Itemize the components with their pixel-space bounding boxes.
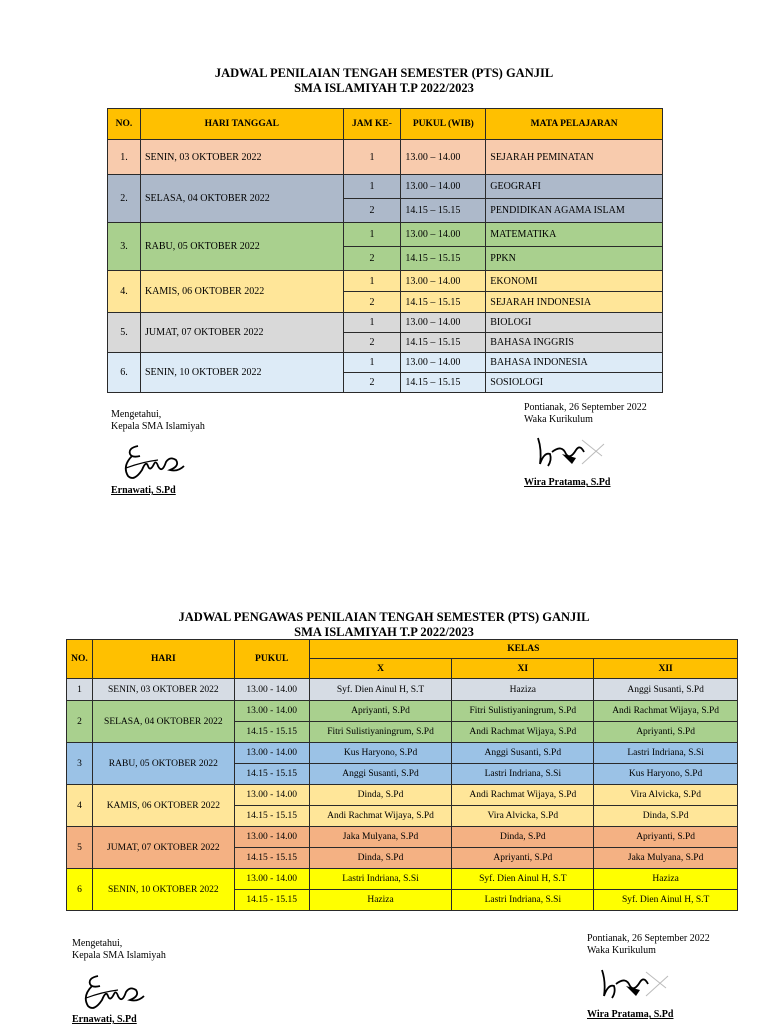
day-date: JUMAT, 07 OKTOBER 2022	[92, 827, 234, 869]
schedule-row	[108, 313, 663, 333]
schedule-header-row	[108, 109, 663, 140]
session-time: 13.00 – 14.00	[401, 223, 486, 247]
principal-name: Ernawati, S.Pd	[72, 1014, 137, 1025]
proctor-class-x: Dinda, S.Pd	[309, 848, 452, 869]
session-time: 14.15 – 15.15	[401, 333, 486, 353]
proctor-row	[67, 785, 738, 806]
day-number: 1.	[108, 140, 141, 175]
session-number: 1	[343, 175, 401, 199]
proctor-header-row	[67, 640, 738, 659]
session-time: 13.00 - 14.00	[234, 827, 309, 848]
proctor-class-xi: Lastri Indriana, S.Si	[452, 890, 594, 911]
session-number: 2	[343, 292, 401, 313]
schedule-title-line2: SMA ISLAMIYAH T.P 2022/2023	[294, 81, 474, 95]
schedule-row	[108, 140, 663, 175]
proctor-class-x: Anggi Susanti, S.Pd	[309, 764, 452, 785]
curriculum-signature-image	[532, 430, 608, 478]
day-date: KAMIS, 06 OKTOBER 2022	[92, 785, 234, 827]
subject-name: SOSIOLOGI	[486, 373, 663, 393]
proctor-class-xii: Apriyanti, S.Pd	[594, 722, 738, 743]
proctor-class-xii: Kus Haryono, S.Pd	[594, 764, 738, 785]
subject-name: EKONOMI	[486, 271, 663, 292]
header-no: NO.	[108, 109, 141, 140]
proctor-row	[67, 869, 738, 890]
session-number: 2	[343, 247, 401, 271]
session-time: 14.15 - 15.15	[234, 890, 309, 911]
sign-position: Kepala SMA Islamiyah	[111, 421, 205, 432]
header-class-xi: XI	[452, 659, 594, 679]
header-date: HARI TANGGAL	[140, 109, 343, 140]
sign-place-date: Pontianak, 26 September 2022	[587, 933, 710, 944]
proctor-class-xi: Anggi Susanti, S.Pd	[452, 743, 594, 764]
exam-schedule-table	[107, 108, 663, 393]
day-number: 5.	[108, 313, 141, 353]
session-time: 14.15 - 15.15	[234, 764, 309, 785]
header-time: PUKUL (WIB)	[401, 109, 486, 140]
day-date: SENIN, 03 OKTOBER 2022	[140, 140, 343, 175]
session-time: 13.00 – 14.00	[401, 140, 486, 175]
day-date: SELASA, 04 OKTOBER 2022	[92, 701, 234, 743]
proctor-class-xii: Haziza	[594, 869, 738, 890]
day-date: JUMAT, 07 OKTOBER 2022	[140, 313, 343, 353]
proctor-class-x: Lastri Indriana, S.Si	[309, 869, 452, 890]
schedule-row	[108, 175, 663, 199]
sign-acknowledged: Mengetahui,	[111, 409, 162, 420]
session-number: 1	[343, 313, 401, 333]
schedule-title-line1: JADWAL PENILAIAN TENGAH SEMESTER (PTS) GANJIL	[214, 66, 554, 80]
subject-name: BAHASA INGGRIS	[486, 333, 663, 353]
proctor-class-xii: Anggi Susanti, S.Pd	[594, 679, 738, 701]
proctor-class-x: Kus Haryono, S.Pd	[309, 743, 452, 764]
session-number: 1	[343, 271, 401, 292]
proctor-row	[67, 827, 738, 848]
principal-signature-image	[78, 970, 148, 1016]
curriculum-name: Wira Pratama, S.Pd	[524, 477, 611, 488]
session-time: 13.00 – 14.00	[401, 271, 486, 292]
schedule-right-sign-block	[524, 402, 647, 426]
proctor-right-sign-block	[587, 933, 710, 957]
header-session: JAM KE-	[343, 109, 401, 140]
header-day: HARI	[92, 640, 234, 679]
proctor-class-x: Syf. Dien Ainul H, S.T	[309, 679, 452, 701]
proctor-class-x: Haziza	[309, 890, 452, 911]
proctor-class-x: Dinda, S.Pd	[309, 785, 452, 806]
day-date: SENIN, 10 OKTOBER 2022	[140, 353, 343, 393]
session-number: 2	[343, 333, 401, 353]
day-number: 3	[67, 743, 93, 785]
session-number: 1	[343, 353, 401, 373]
proctor-class-xii: Lastri Indriana, S.Si	[594, 743, 738, 764]
proctor-class-xii: Andi Rachmat Wijaya, S.Pd	[594, 701, 738, 722]
day-number: 5	[67, 827, 93, 869]
session-time: 13.00 - 14.00	[234, 785, 309, 806]
principal-signature-image	[118, 440, 188, 486]
subject-name: BAHASA INDONESIA	[486, 353, 663, 373]
sign-place-date: Pontianak, 26 September 2022	[524, 402, 647, 413]
proctor-class-xi: Dinda, S.Pd	[452, 827, 594, 848]
session-number: 2	[343, 373, 401, 393]
sign-position: Waka Kurikulum	[587, 945, 656, 956]
session-time: 13.00 – 14.00	[401, 353, 486, 373]
subject-name: MATEMATIKA	[486, 223, 663, 247]
day-number: 1	[67, 679, 93, 701]
header-time: PUKUL	[234, 640, 309, 679]
proctor-class-x: Jaka Mulyana, S.Pd	[309, 827, 452, 848]
day-number: 2	[67, 701, 93, 743]
sign-position: Kepala SMA Islamiyah	[72, 950, 166, 961]
subject-name: PPKN	[486, 247, 663, 271]
proctor-title-line1: JADWAL PENGAWAS PENILAIAN TENGAH SEMESTER (PTS) GANJIL	[178, 610, 590, 624]
day-number: 4.	[108, 271, 141, 313]
proctor-class-xii: Vira Alvicka, S.Pd	[594, 785, 738, 806]
session-time: 13.00 - 14.00	[234, 701, 309, 722]
day-number: 6.	[108, 353, 141, 393]
session-time: 13.00 – 14.00	[401, 313, 486, 333]
day-number: 3.	[108, 223, 141, 271]
proctor-class-xii: Dinda, S.Pd	[594, 806, 738, 827]
schedule-row	[108, 223, 663, 247]
proctor-class-xi: Vira Alvicka, S.Pd	[452, 806, 594, 827]
proctor-row	[67, 679, 738, 701]
proctor-class-xi: Lastri Indriana, S.Si	[452, 764, 594, 785]
session-number: 2	[343, 199, 401, 223]
day-date: SENIN, 10 OKTOBER 2022	[92, 869, 234, 911]
subject-name: SEJARAH PEMINATAN	[486, 140, 663, 175]
header-no: NO.	[67, 640, 93, 679]
session-time: 14.15 - 15.15	[234, 848, 309, 869]
sign-acknowledged: Mengetahui,	[72, 938, 123, 949]
proctor-title-line2: SMA ISLAMIYAH T.P 2022/2023	[294, 625, 474, 639]
proctor-class-xii: Syf. Dien Ainul H, S.T	[594, 890, 738, 911]
day-date: SELASA, 04 OKTOBER 2022	[140, 175, 343, 223]
session-number: 1	[343, 140, 401, 175]
curriculum-name: Wira Pratama, S.Pd	[587, 1009, 674, 1020]
session-time: 14.15 - 15.15	[234, 722, 309, 743]
proctor-row	[67, 743, 738, 764]
proctor-class-xi: Fitri Sulistiyaningrum, S.Pd	[452, 701, 594, 722]
proctor-class-xii: Jaka Mulyana, S.Pd	[594, 848, 738, 869]
subject-name: SEJARAH INDONESIA	[486, 292, 663, 313]
curriculum-signature-image	[596, 962, 672, 1010]
proctor-class-xi: Andi Rachmat Wijaya, S.Pd	[452, 722, 594, 743]
proctor-left-sign-block	[72, 938, 166, 962]
subject-name: GEOGRAFI	[486, 175, 663, 199]
proctor-schedule-table	[66, 639, 738, 911]
day-date: RABU, 05 OKTOBER 2022	[92, 743, 234, 785]
day-date: SENIN, 03 OKTOBER 2022	[92, 679, 234, 701]
proctor-class-x: Apriyanti, S.Pd	[309, 701, 452, 722]
header-class-xii: XII	[594, 659, 738, 679]
day-date: RABU, 05 OKTOBER 2022	[140, 223, 343, 271]
proctor-class-xi: Syf. Dien Ainul H, S.T	[452, 869, 594, 890]
proctor-class-x: Andi Rachmat Wijaya, S.Pd	[309, 806, 452, 827]
session-time: 13.00 - 14.00	[234, 743, 309, 764]
session-time: 14.15 – 15.15	[401, 199, 486, 223]
schedule-left-sign-block	[111, 409, 205, 433]
proctor-row	[67, 701, 738, 722]
session-time: 14.15 – 15.15	[401, 373, 486, 393]
header-class-x: X	[309, 659, 452, 679]
session-number: 1	[343, 223, 401, 247]
session-time: 14.15 – 15.15	[401, 292, 486, 313]
subject-name: PENDIDIKAN AGAMA ISLAM	[486, 199, 663, 223]
day-number: 6	[67, 869, 93, 911]
session-time: 13.00 - 14.00	[234, 679, 309, 701]
proctor-class-xi: Andi Rachmat Wijaya, S.Pd	[452, 785, 594, 806]
session-time: 13.00 – 14.00	[401, 175, 486, 199]
schedule-row	[108, 271, 663, 292]
proctor-class-xii: Apriyanti, S.Pd	[594, 827, 738, 848]
session-time: 14.15 - 15.15	[234, 806, 309, 827]
proctor-class-xi: Haziza	[452, 679, 594, 701]
header-class: KELAS	[309, 640, 737, 659]
day-number: 4	[67, 785, 93, 827]
proctor-class-x: Fitri Sulistiyaningrum, S.Pd	[309, 722, 452, 743]
proctor-class-xi: Apriyanti, S.Pd	[452, 848, 594, 869]
sign-position: Waka Kurikulum	[524, 414, 593, 425]
principal-name: Ernawati, S.Pd	[111, 485, 176, 496]
day-number: 2.	[108, 175, 141, 223]
day-date: KAMIS, 06 OKTOBER 2022	[140, 271, 343, 313]
session-time: 13.00 - 14.00	[234, 869, 309, 890]
session-time: 14.15 – 15.15	[401, 247, 486, 271]
schedule-row	[108, 353, 663, 373]
subject-name: BIOLOGI	[486, 313, 663, 333]
header-subject: MATA PELAJARAN	[486, 109, 663, 140]
